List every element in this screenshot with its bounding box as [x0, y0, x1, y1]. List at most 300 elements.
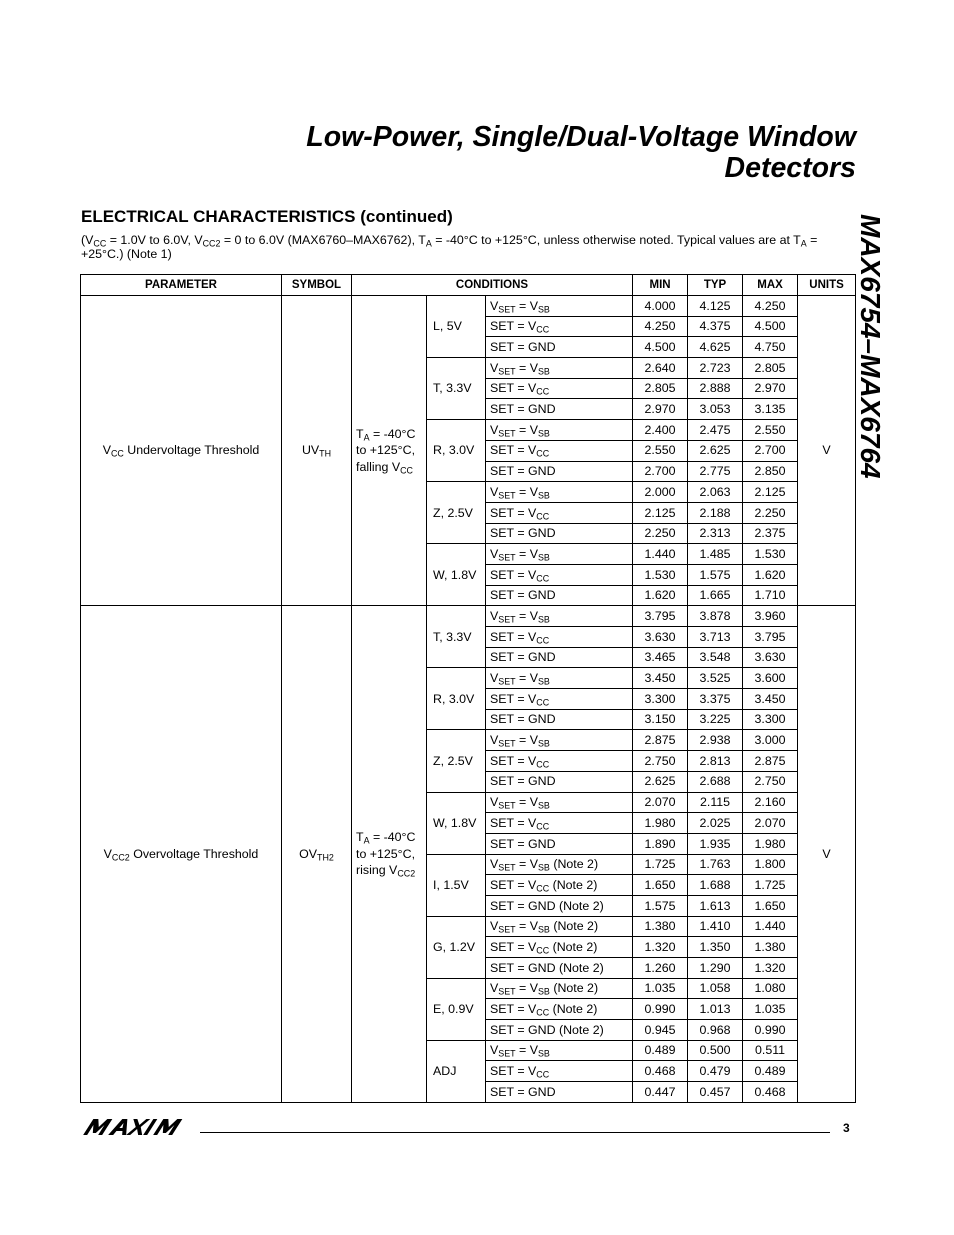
set-condition-cell: [486, 689, 633, 710]
text-fragment: (Note 2): [549, 1002, 598, 1017]
text-fragment: SET = V: [490, 691, 537, 706]
max-value: 2.250: [743, 502, 798, 523]
parameter-cell: [81, 296, 282, 606]
set-condition-cell: [486, 627, 633, 648]
subscript: CC: [536, 635, 550, 646]
text-fragment: = V: [515, 360, 538, 375]
min-value: 1.575: [633, 895, 688, 916]
subscript: SB: [537, 738, 550, 749]
header-typ: TYP: [688, 275, 743, 296]
text-fragment: SET = V: [490, 753, 537, 768]
set-condition-cell: [486, 978, 633, 999]
typ-value: 2.063: [688, 482, 743, 503]
max-value: 2.700: [743, 440, 798, 461]
subscript: SET: [498, 1048, 516, 1059]
subscript: SET: [498, 924, 516, 935]
subscript: CC: [536, 573, 550, 584]
typ-value: 1.410: [688, 916, 743, 937]
subscript: TH2: [317, 852, 334, 863]
text-fragment: = V: [515, 919, 538, 934]
max-value: 0.468: [743, 1082, 798, 1103]
typ-value: 3.375: [688, 689, 743, 710]
min-value: 2.400: [633, 420, 688, 441]
set-condition-cell: [486, 792, 633, 813]
text-fragment: (Note 2): [549, 857, 599, 872]
min-value: 1.650: [633, 875, 688, 896]
text-fragment: SET = GND (Note 2): [490, 898, 604, 913]
subscript: SET: [498, 552, 516, 563]
typ-value: 3.878: [688, 606, 743, 627]
typ-value: 1.013: [688, 999, 743, 1020]
typ-value: 2.313: [688, 523, 743, 544]
set-condition-cell: [486, 668, 633, 689]
set-condition-cell: [486, 440, 633, 461]
min-value: 3.150: [633, 709, 688, 730]
text-fragment: = V: [515, 733, 538, 748]
set-condition-cell: [486, 833, 633, 854]
parameter-cell: [81, 606, 282, 1103]
max-value: 2.970: [743, 378, 798, 399]
min-value: 2.970: [633, 399, 688, 420]
subscript: A: [363, 835, 370, 846]
max-value: 3.000: [743, 730, 798, 751]
text-fragment: V: [103, 846, 112, 861]
text-fragment: rising V: [356, 863, 398, 878]
min-value: 2.640: [633, 358, 688, 379]
text-fragment: SET = GND: [490, 774, 556, 789]
text-fragment: to +125°C,: [356, 443, 416, 458]
version-cell: G, 1.2V: [427, 916, 486, 978]
set-condition-cell: [486, 337, 633, 358]
min-value: 3.450: [633, 668, 688, 689]
set-condition-cell: [486, 420, 633, 441]
footer-rule: [200, 1132, 830, 1133]
typ-value: 1.575: [688, 564, 743, 585]
symbol-cell: [282, 606, 352, 1103]
version-cell: R, 3.0V: [427, 668, 486, 730]
min-value: 1.035: [633, 978, 688, 999]
temperature-condition-cell: [352, 606, 427, 1103]
typ-value: 3.548: [688, 647, 743, 668]
text-fragment: OV: [299, 846, 318, 861]
set-condition-cell: [486, 895, 633, 916]
set-condition-cell: [486, 523, 633, 544]
units-cell: V: [798, 296, 856, 606]
text-fragment: V: [490, 608, 499, 623]
typ-value: 0.479: [688, 1061, 743, 1082]
text-fragment: = -40°C: [369, 830, 416, 845]
text-fragment: = -40°C: [369, 426, 416, 441]
typ-value: 3.713: [688, 627, 743, 648]
text-fragment: V: [102, 443, 111, 458]
section-conditions: ($V_{CC} = 1.0V$ to 6.0V, $V_{CC2} = 0$ to 6.0V (MAX6760–MAX6762), $T_A = -40^\circ C$ to +125°C, unless otherwise noted. Typical values are at $T_A = +25^\circ C$.) (Note 1): [81, 233, 818, 261]
text-fragment: Overvoltage Threshold: [129, 846, 259, 861]
text-fragment: SET = GND (Note 2): [490, 1022, 604, 1037]
subscript: SB: [537, 490, 550, 501]
max-value: 2.550: [743, 420, 798, 441]
max-value: 0.511: [743, 1040, 798, 1061]
min-value: 4.500: [633, 337, 688, 358]
min-value: 3.465: [633, 647, 688, 668]
text-fragment: SET = V: [490, 567, 537, 582]
text-fragment: SET = GND: [490, 650, 556, 665]
set-condition-cell: [486, 399, 633, 420]
text-fragment: V: [490, 1043, 499, 1058]
typ-value: 1.485: [688, 544, 743, 565]
text-fragment: V: [490, 981, 499, 996]
min-value: 2.070: [633, 792, 688, 813]
typ-value: 0.968: [688, 1020, 743, 1041]
version-cell: W, 1.8V: [427, 792, 486, 854]
min-value: 2.000: [633, 482, 688, 503]
subscript: SET: [498, 862, 516, 873]
text-fragment: = V: [515, 608, 538, 623]
text-fragment: SET = V: [490, 629, 537, 644]
section-title: ELECTRICAL CHARACTERISTICS (continued): [81, 207, 453, 226]
max-value: 2.160: [743, 792, 798, 813]
set-condition-cell: [486, 461, 633, 482]
max-value: 2.875: [743, 751, 798, 772]
subscript: SET: [498, 676, 516, 687]
set-condition-cell: [486, 1082, 633, 1103]
text-fragment: V: [490, 919, 499, 934]
text-fragment: Undervoltage Threshold: [123, 443, 260, 458]
set-condition-cell: [486, 482, 633, 503]
set-condition-cell: [486, 937, 633, 958]
text-fragment: V: [490, 298, 499, 313]
header-max: MAX: [743, 275, 798, 296]
typ-value: 1.688: [688, 875, 743, 896]
text-fragment: (Note 2): [549, 877, 598, 892]
text-fragment: (Note 2): [549, 939, 598, 954]
max-value: 2.070: [743, 813, 798, 834]
min-value: 1.380: [633, 916, 688, 937]
set-condition-cell: [486, 771, 633, 792]
set-condition-cell: [486, 709, 633, 730]
text-fragment: SET = GND: [490, 836, 556, 851]
title-line-2: Detectors: [724, 152, 856, 184]
version-cell: Z, 2.5V: [427, 730, 486, 792]
text-fragment: UV: [301, 443, 320, 458]
subscript: SET: [498, 986, 516, 997]
set-condition-cell: [486, 316, 633, 337]
subscript: SB: [537, 986, 550, 997]
subscript: SB: [537, 552, 550, 563]
subscript: CC: [536, 821, 550, 832]
text-fragment: SET = V: [490, 877, 537, 892]
subscript: CC: [536, 697, 550, 708]
set-condition-cell: [486, 751, 633, 772]
text-fragment: = V: [515, 671, 538, 686]
text-fragment: SET = GND: [490, 464, 556, 479]
max-value: 2.805: [743, 358, 798, 379]
min-value: 1.980: [633, 813, 688, 834]
typ-value: 1.290: [688, 958, 743, 979]
min-value: 0.447: [633, 1082, 688, 1103]
subscript: SB: [537, 366, 550, 377]
version-cell: R, 3.0V: [427, 420, 486, 482]
set-condition-cell: [486, 502, 633, 523]
text-fragment: falling V: [356, 459, 401, 474]
text-fragment: SET = GND: [490, 712, 556, 727]
set-condition-cell: [486, 999, 633, 1020]
subscript: SET: [498, 490, 516, 501]
min-value: 2.805: [633, 378, 688, 399]
max-value: 1.320: [743, 958, 798, 979]
max-value: 1.620: [743, 564, 798, 585]
text-fragment: V: [490, 484, 499, 499]
subscript: CC: [110, 448, 124, 459]
text-fragment: to +125°C,: [356, 846, 416, 861]
text-fragment: = V: [515, 857, 538, 872]
table-row: [81, 606, 856, 627]
version-cell: L, 5V: [427, 296, 486, 358]
version-cell: E, 0.9V: [427, 978, 486, 1040]
typ-value: 1.935: [688, 833, 743, 854]
min-value: 1.530: [633, 564, 688, 585]
max-value: 1.380: [743, 937, 798, 958]
text-fragment: SET = GND: [490, 1084, 556, 1099]
min-value: 1.890: [633, 833, 688, 854]
max-value: 3.600: [743, 668, 798, 689]
min-value: 3.795: [633, 606, 688, 627]
max-value: 3.450: [743, 689, 798, 710]
min-value: 1.620: [633, 585, 688, 606]
table-header-row: [81, 275, 856, 296]
typ-value: 2.475: [688, 420, 743, 441]
units-cell: V: [798, 606, 856, 1103]
text-fragment: V: [490, 857, 499, 872]
max-value: 2.750: [743, 771, 798, 792]
max-value: 2.125: [743, 482, 798, 503]
min-value: 2.250: [633, 523, 688, 544]
text-fragment: = V: [515, 981, 538, 996]
max-value: 1.530: [743, 544, 798, 565]
min-value: 1.440: [633, 544, 688, 565]
subscript: SET: [498, 614, 516, 625]
set-condition-cell: [486, 1061, 633, 1082]
max-value: 3.135: [743, 399, 798, 420]
subscript: SB: [537, 924, 550, 935]
set-condition-cell: [486, 916, 633, 937]
typ-value: 0.500: [688, 1040, 743, 1061]
text-fragment: V: [490, 733, 499, 748]
max-value: 4.250: [743, 296, 798, 317]
subscript: SB: [537, 800, 550, 811]
min-value: 1.725: [633, 854, 688, 875]
text-fragment: SET = V: [490, 381, 537, 396]
max-value: 4.500: [743, 316, 798, 337]
maxim-logo: [82, 1117, 192, 1142]
typ-value: 4.625: [688, 337, 743, 358]
set-condition-cell: [486, 730, 633, 751]
max-value: 1.980: [743, 833, 798, 854]
text-fragment: SET = V: [490, 815, 537, 830]
header-conditions: CONDITIONS: [352, 275, 633, 296]
subscript: CC: [400, 465, 413, 476]
text-fragment: T: [356, 830, 364, 845]
title-line-1: Low-Power, Single/Dual-Voltage Window: [306, 121, 856, 153]
max-value: 1.035: [743, 999, 798, 1020]
text-fragment: SET = GND: [490, 340, 556, 355]
typ-value: 1.665: [688, 585, 743, 606]
max-value: 1.440: [743, 916, 798, 937]
subscript: SB: [537, 304, 550, 315]
min-value: 1.320: [633, 937, 688, 958]
min-value: 1.260: [633, 958, 688, 979]
set-condition-cell: [486, 296, 633, 317]
text-fragment: SET = GND: [490, 588, 556, 603]
typ-value: 4.125: [688, 296, 743, 317]
subscript: SB: [537, 428, 550, 439]
typ-value: 2.813: [688, 751, 743, 772]
max-value: 3.300: [743, 709, 798, 730]
max-value: 1.800: [743, 854, 798, 875]
typ-value: 4.375: [688, 316, 743, 337]
text-fragment: = V: [515, 422, 538, 437]
header-symbol: SYMBOL: [282, 275, 352, 296]
temperature-condition-cell: [352, 296, 427, 606]
set-condition-cell: [486, 1040, 633, 1061]
text-fragment: V: [490, 795, 499, 810]
side-part-number: MAX6754–MAX6764: [855, 214, 886, 479]
text-fragment: SET = V: [490, 1002, 537, 1017]
max-value: 0.990: [743, 1020, 798, 1041]
text-fragment: (Note 2): [549, 919, 599, 934]
subscript: SB: [537, 676, 550, 687]
typ-value: 2.115: [688, 792, 743, 813]
set-condition-cell: [486, 854, 633, 875]
text-fragment: = V: [515, 546, 538, 561]
min-value: 0.990: [633, 999, 688, 1020]
electrical-characteristics-table: [80, 274, 856, 1103]
header-parameter: PARAMETER: [81, 275, 282, 296]
subscript: SET: [498, 366, 516, 377]
set-condition-cell: [486, 585, 633, 606]
subscript: SET: [498, 800, 516, 811]
document-title: [96, 122, 856, 184]
max-value: 2.850: [743, 461, 798, 482]
typ-value: 3.525: [688, 668, 743, 689]
min-value: 0.468: [633, 1061, 688, 1082]
set-condition-cell: [486, 544, 633, 565]
subscript: CC: [536, 945, 550, 956]
version-cell: ADJ: [427, 1040, 486, 1102]
version-cell: W, 1.8V: [427, 544, 486, 606]
typ-value: 2.025: [688, 813, 743, 834]
typ-value: 3.225: [688, 709, 743, 730]
text-fragment: SET = V: [490, 505, 537, 520]
subscript: CC: [536, 1007, 550, 1018]
max-value: 1.080: [743, 978, 798, 999]
text-fragment: SET = GND: [490, 526, 556, 541]
symbol-cell: [282, 296, 352, 606]
typ-value: 2.723: [688, 358, 743, 379]
typ-value: 1.613: [688, 895, 743, 916]
typ-value: 2.188: [688, 502, 743, 523]
subscript: CC: [536, 1069, 550, 1080]
min-value: 0.489: [633, 1040, 688, 1061]
typ-value: 2.625: [688, 440, 743, 461]
typ-value: 1.058: [688, 978, 743, 999]
set-condition-cell: [486, 958, 633, 979]
version-cell: T, 3.3V: [427, 606, 486, 668]
typ-value: 1.763: [688, 854, 743, 875]
max-value: 1.650: [743, 895, 798, 916]
set-condition-cell: [486, 606, 633, 627]
min-value: 2.625: [633, 771, 688, 792]
set-condition-cell: [486, 813, 633, 834]
table-body: [81, 296, 856, 1103]
text-fragment: = V: [515, 298, 538, 313]
min-value: 2.875: [633, 730, 688, 751]
set-condition-cell: [486, 358, 633, 379]
max-value: 1.725: [743, 875, 798, 896]
min-value: 0.945: [633, 1020, 688, 1041]
min-value: 3.630: [633, 627, 688, 648]
text-fragment: V: [490, 422, 499, 437]
version-cell: Z, 2.5V: [427, 482, 486, 544]
text-fragment: = V: [515, 1043, 538, 1058]
max-value: 2.375: [743, 523, 798, 544]
typ-value: 3.053: [688, 399, 743, 420]
subscript: CC: [536, 759, 550, 770]
text-fragment: SET = V: [490, 443, 537, 458]
text-fragment: = V: [515, 484, 538, 499]
text-fragment: (Note 2): [549, 981, 599, 996]
typ-value: 2.888: [688, 378, 743, 399]
text-fragment: V: [490, 671, 499, 686]
text-fragment: SET = GND (Note 2): [490, 960, 604, 975]
set-condition-cell: [486, 875, 633, 896]
text-fragment: SET = GND: [490, 402, 556, 417]
typ-value: 1.350: [688, 937, 743, 958]
set-condition-cell: [486, 564, 633, 585]
text-fragment: SET = V: [490, 939, 537, 954]
subscript: TH: [319, 448, 332, 459]
subscript: SET: [498, 304, 516, 315]
text-fragment: T: [356, 426, 364, 441]
subscript: SB: [537, 862, 550, 873]
max-value: 1.710: [743, 585, 798, 606]
subscript: SET: [498, 428, 516, 439]
subscript: SET: [498, 738, 516, 749]
subscript: CC: [536, 511, 550, 521]
typ-value: 2.775: [688, 461, 743, 482]
page-number: 3: [843, 1121, 850, 1135]
set-condition-cell: [486, 1020, 633, 1041]
min-value: 2.550: [633, 440, 688, 461]
min-value: 4.250: [633, 316, 688, 337]
min-value: 2.125: [633, 502, 688, 523]
version-cell: I, 1.5V: [427, 854, 486, 916]
table-row: [81, 296, 856, 317]
set-condition-cell: [486, 378, 633, 399]
max-value: 3.630: [743, 647, 798, 668]
subscript: CC: [536, 386, 550, 397]
max-value: 4.750: [743, 337, 798, 358]
subscript: A: [363, 432, 370, 443]
subscript: CC: [536, 448, 550, 459]
text-fragment: = V: [515, 795, 538, 810]
subscript: SB: [537, 614, 550, 625]
typ-value: 0.457: [688, 1082, 743, 1103]
text-fragment: SET = V: [490, 1064, 537, 1079]
min-value: 4.000: [633, 296, 688, 317]
max-value: 0.489: [743, 1061, 798, 1082]
max-value: 3.795: [743, 627, 798, 648]
set-condition-cell: [486, 647, 633, 668]
